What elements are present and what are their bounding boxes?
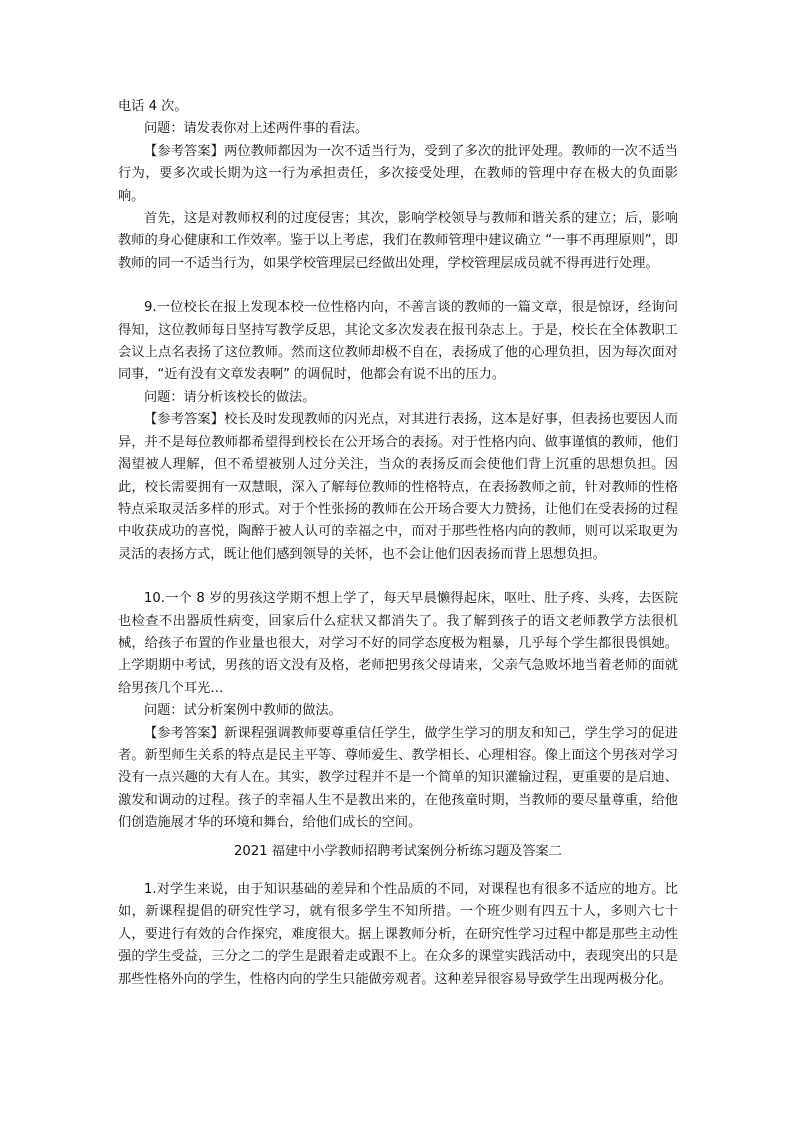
case-1: 1.对学生来说，由于知识基础的差异和个性品质的不同，对课程也有很多不适应的地方。比如，新课程提倡的研究性学习，就有很多学生不知所措。一个班少则有四五十人，多则六七十人，要进行有效的合作探究，难度很大。据上课教师分析，在研究性学习过程中都是那些主动性强的学生受益，三分之二的学生是跟着走或跟不上。在众多的课堂实践活动中，表现突出的只是那些性格外向的学生，性格内向的学生只能做旁观者。这种差异很容易导致学生出现两极分化。 [118,882,678,987]
question-9: 问题：请分析该校长的做法。 [144,389,316,405]
section-title: 2021 福建中小学教师招聘考试案例分析练习题及答案二 [234,843,562,859]
answer-10: 【参考答案】新课程强调教师要尊重信任学生，做学生学习的朋友和知己，学生学习的促进者。新型师生关系的特点是民主平等、尊师爱生、教学相长、心理相容。像上面这个男孩对学习没有一点兴趣的大有人在。其实，教学过程并不是一个简单的知识灌输过程，更重要的是启迪、激发和调动的过程。孩子的幸福人生不是教出来的，在他孩童时期，当教师的要尽量尊重，给他们创造施展才华的环境和舞台，给他们成长的空间。 [118,725,678,831]
question-10: 问题：试分析案例中教师的做法。 [144,703,342,719]
answer-1: 【参考答案】两位教师都因为一次不适当行为，受到了多次的批评处理。教师的一次不适当行为，要多次或长期为这一行为承担责任，多次接受处理，在教师的管理中存在极大的负面影响。 [118,143,678,204]
question-1: 问题：请发表你对上述两件事的看法。 [144,121,369,137]
spacer [118,863,678,879]
paragraph-continuation: 电话 4 次。 [118,99,188,114]
document-page [118,96,678,991]
spacer [118,566,678,588]
answer-1-continued: 首先，这是对教师权利的过度侵害；其次，影响学校领导与教师和谐关系的建立；后，影响教师的身心健康和工作效率。鉴于以上考虑，我们在教师管理中建议确立 “一事不再理原则”，即教师的同一不适当行为，如果学校管理层已经做出处理，学校管理层成员就不得再进行处理。 [118,211,678,271]
answer-9: 【参考答案】校长及时发现教师的闪光点，对其进行表扬，这本是好事，但表扬也要因人而异，并不是每位教师都希望得到校长在公开场合的表扬。对于性格内向、做事谨慎的教师，他们渴望被人理解，但不希望被别人过分关注，当众的表扬反而会使他们背上沉重的思想负担。因此，校长需要拥有一双慧眼，深入了解每位教师的性格特点，在表扬教师之前，针对教师的性格特点采取灵活多样的形式。对于个性张扬的教师在公开场合要大力赞扬，让他们在受表扬的过程中收获成功的喜悦，陶醉于被人认可的幸福之中，而对于那些性格内向的教师，则可以采取更为灵活的表扬方式，既让他们感到领导的关怀，也不会让他们因表扬而背上思想负担。 [118,412,678,562]
case-9: 9.一位校长在报上发现本校一位性格内向，不善言谈的教师的一篇文章，很是惊讶，经询问得知，这位教师每日坚持写教学反思，其论文多次发表在报刊杂志上。于是，校长在全体教职工会议上点名表扬了这位教师。然而这位教师却极不自在，表扬成了他的心理负担，因为每次面对同事，“近有没有文章发表啊” 的调侃时，他都会有说不出的压力。 [118,300,678,383]
spacer [118,275,678,297]
case-10: 10.一个 8 岁的男孩这学期不想上学了，每天早晨懒得起床，呕吐、肚子疼、头疼，去医院也检查不出器质性病变，回家后什么症状又都消失了。我了解到孩子的语文老师教学方法很机械，给孩子布置的作业量也很大，对学习不好的同学态度极为粗暴，几乎每个学生都很畏惧她。上学期期中考试，男孩的语文没有及格，老师把男孩父母请来，父亲气急败坏地当着老师的面就给男孩几个耳光… [118,591,678,696]
